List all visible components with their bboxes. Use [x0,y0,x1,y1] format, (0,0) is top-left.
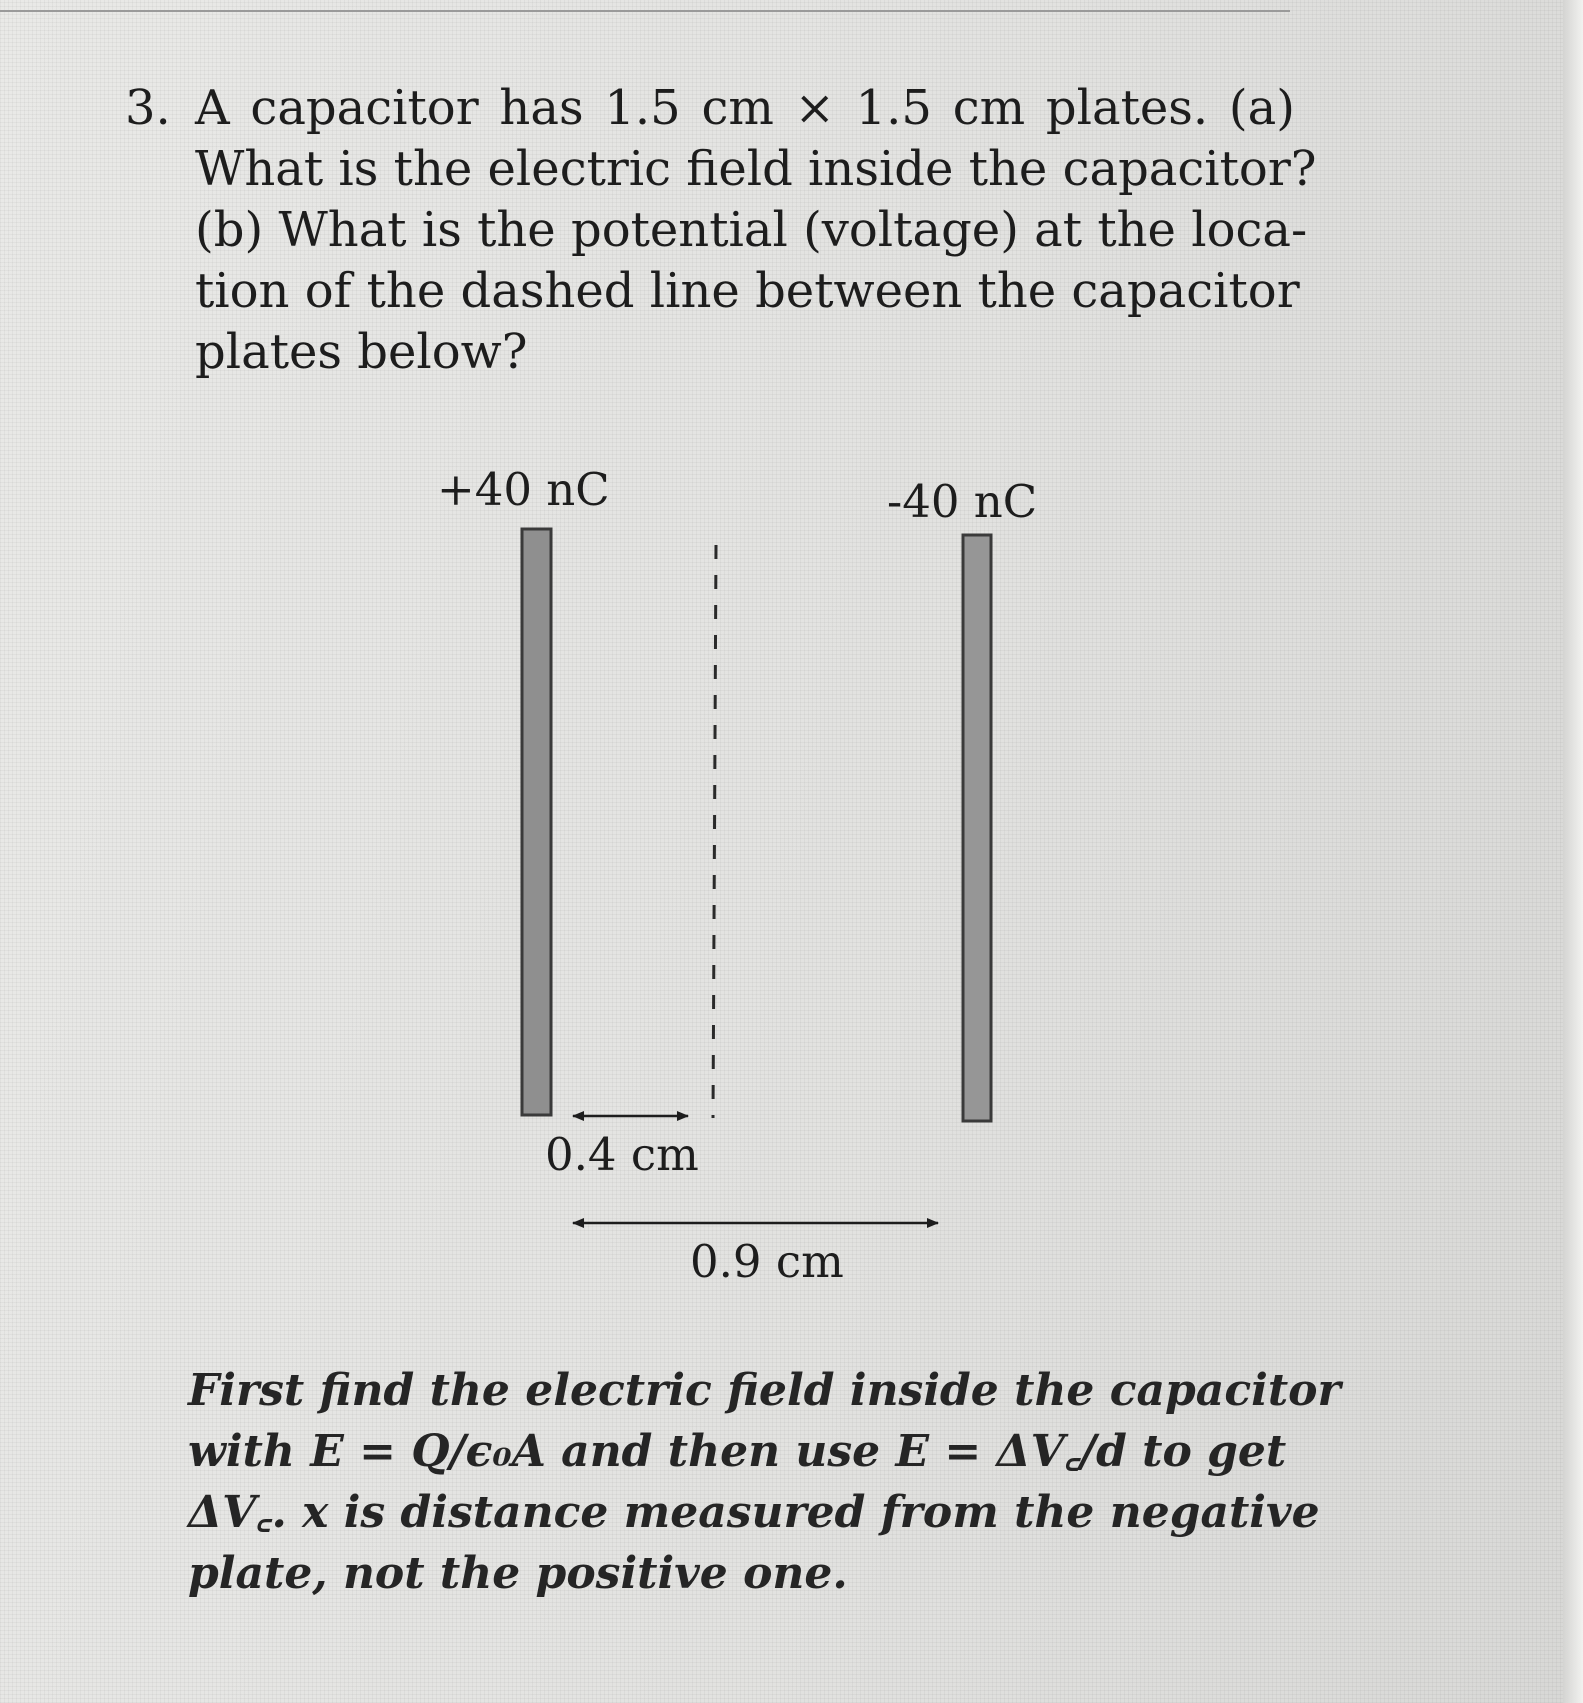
hint-line: plate, not the positive one. [188,1548,848,1599]
distance-label-0-4cm: 0.4 cm [545,1128,699,1181]
hint-line: First find the electric field inside the capacitor [188,1365,1341,1416]
positive-plate [522,529,551,1115]
hint-text [188,1360,1341,1604]
problem-line: (b) What is the potential (voltage) at the loca- [195,202,1308,258]
hint-line: ΔV꜀. x is distance measured from the negative [188,1487,1320,1538]
distance-label-0-9cm: 0.9 cm [690,1235,844,1288]
problem-line: plates below? [195,324,528,380]
problem-number: 3. [125,80,171,136]
problem-line: tion of the dashed line between the capacitor [195,263,1300,319]
positive-charge-label: +40 nC [437,463,610,516]
negative-charge-label: -40 nC [887,475,1038,528]
problem-line: What is the electric field inside the capacitor? [195,141,1317,197]
hint-line: with E = Q/ϵ₀A and then use E = ΔV꜀/d to get [188,1426,1287,1477]
negative-plate [963,535,991,1121]
dashed-line [713,545,716,1118]
problem-line: A capacitor has 1.5 cm × 1.5 cm plates. (a) [195,80,1295,136]
